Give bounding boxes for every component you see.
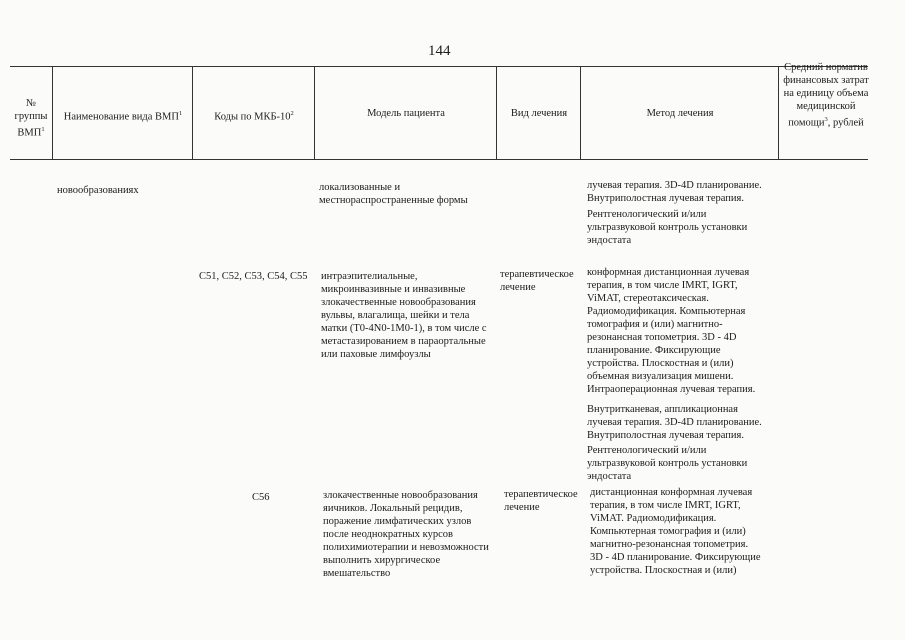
treatment-method-paragraph: дистанционная конформная лучевая терапия, в том числе IMRT, IGRT, ViMAT. Радиомодификация. Компьютерная томография и (или) магнитно-резонансная топометрия. 3D - 4D планирование. Фиксирующие устройства. Плоскостная и (или) <box>590 487 761 576</box>
header-icd-codes-text: Коды по МКБ-10 <box>214 111 291 123</box>
header-vmp-name-text: Наименование вида ВМП <box>63 111 179 123</box>
column-divider <box>314 66 315 159</box>
header-bottom-border <box>10 159 868 160</box>
treatment-method-paragraph: Рентгенологический и/или ультразвуковой контроль установки эндостата <box>587 209 748 246</box>
header-top-border <box>10 66 868 67</box>
icd-codes-cell: C51, C52, C53, C54, C55 <box>199 271 308 282</box>
header-vmp-name <box>54 107 192 124</box>
column-divider <box>778 66 779 159</box>
treatment-method-paragraph: конформная дистанционная лучевая терапия, в том числе IMRT, IGRT, ViMAT, стереотаксическая. Радиомодификация. Компьютерная томография и (или) магнитно- резонансная топометрия. 3D - 4D планирование. Фиксирующие устройства. Плоскостная и (или) объемная визуализация мишени. Интраоперационная лучевая терапия. <box>587 267 756 395</box>
footnote-marker: 1 <box>41 126 45 133</box>
treatment-method-paragraph: Рентгенологический и/или ультразвуковой контроль установки эндостата <box>587 445 748 482</box>
patient-model-cell: злокачественные новообразования яичников. Локальный рецидив, поражение лимфатических узлов после неоднократных курсов полихимиотерапии и невозможности выполнить хирургическое вмешательство <box>323 490 489 579</box>
column-divider <box>52 66 53 159</box>
header-treatment-method: Метод лечения <box>646 108 714 119</box>
treatment-type-cell: терапевтическое лечение <box>504 489 578 513</box>
header-group-number-text: № группы ВМП <box>14 98 48 139</box>
header-average-cost-text: Средний норматив финансовых затрат на единицу объема медицинской помощи <box>783 62 869 129</box>
patient-model-cell: интраэпителиальные, микроинвазивные и инвазивные злокачественные новообразования вульвы, влагалища, шейки и тела матки (T0-4N0-1M0-1), в том числе с метастазированием в параортальные или паховые лимфоузлы <box>321 271 487 360</box>
header-average-cost-suffix: , рублей <box>827 117 864 129</box>
patient-model-cell: локализованные и местнораспространенные формы <box>319 182 468 206</box>
page-number: 144 <box>428 43 451 59</box>
column-divider <box>496 66 497 159</box>
header-treatment-type: Вид лечения <box>510 108 568 119</box>
header-average-cost <box>782 61 870 130</box>
icd-codes-cell: C56 <box>252 492 270 503</box>
column-divider <box>580 66 581 159</box>
vmp-name-cell: новообразованиях <box>57 185 139 196</box>
treatment-type-cell: терапевтическое лечение <box>500 269 574 293</box>
footnote-marker: 1 <box>178 110 183 117</box>
header-patient-model: Модель пациента <box>367 108 445 119</box>
header-group-number <box>10 97 52 140</box>
treatment-method-paragraph: лучевая терапия. 3D-4D планирование. Внутриполостная лучевая терапия. <box>587 180 762 204</box>
footnote-marker: 2 <box>290 110 294 117</box>
column-divider <box>192 66 193 159</box>
footnote-marker: 3 <box>824 116 828 123</box>
treatment-method-paragraph: Внутритканевая, аппликационная лучевая терапия. 3D-4D планирование. Внутриполостная лучевая терапия. <box>587 404 762 441</box>
header-icd-codes <box>194 107 314 124</box>
